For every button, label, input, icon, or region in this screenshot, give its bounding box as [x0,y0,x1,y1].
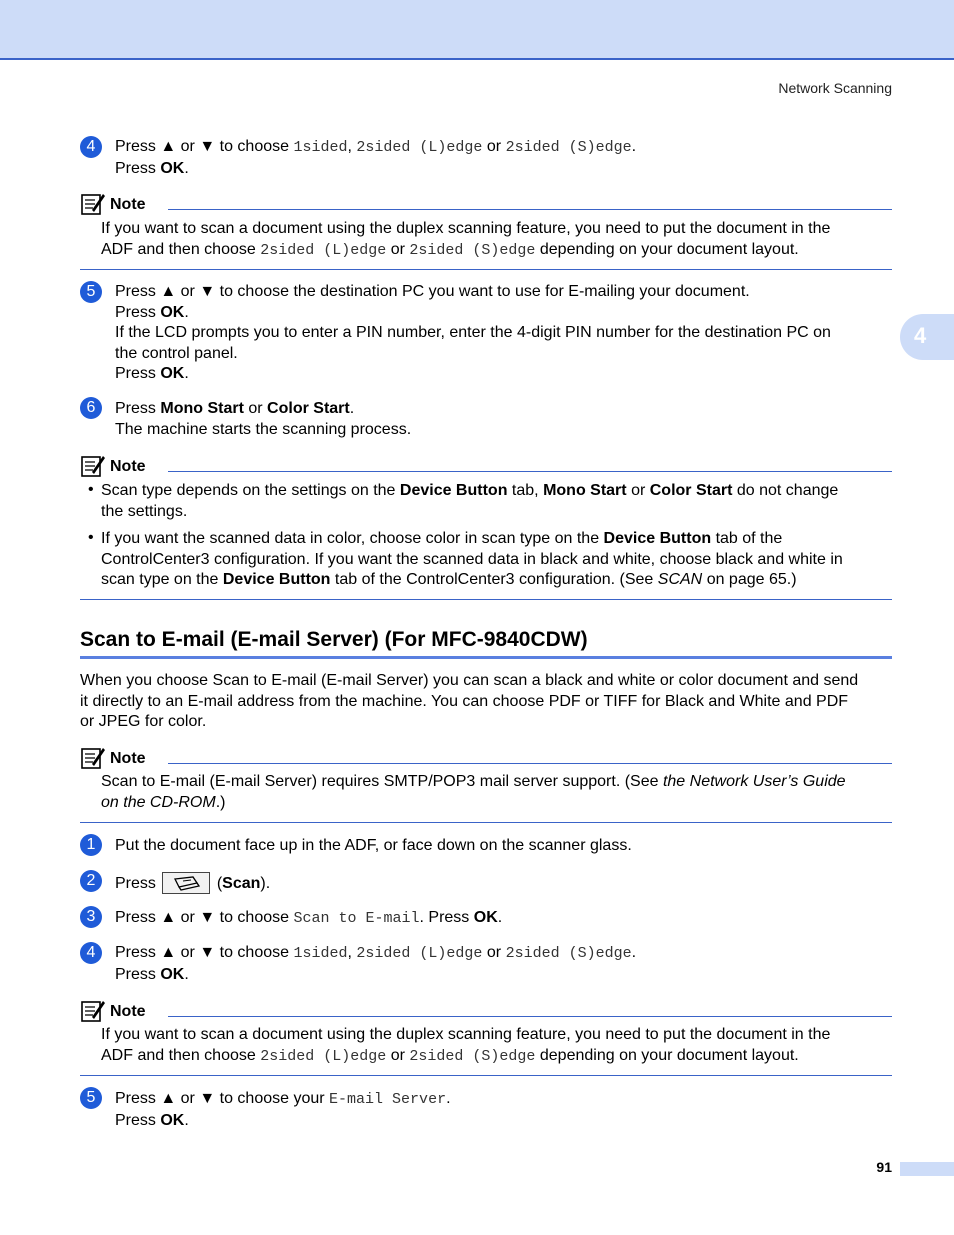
note-end-rule [80,599,892,600]
note-2-bullet-2: If you want the scanned data in color, choose color in scan type on the Device Button tab of the ControlCenter3 configuration. If you want the scanned data in black and white, choose black and white in scan type on the Device Button tab of the ControlCenter3 configuration. (See SCAN on page 65.) [101,530,843,588]
section-title: Scan to E-mail (E-mail Server) (For MFC-9840CDW) [80,628,588,651]
note-4-body: If you want to scan a document using the duplex scanning feature, you need to put the document in the ADF and then choose 2sided (L)edge or 2sided (S)edge depending on your document layout. [101,1026,831,1065]
step-4-text: Press ▲ or ▼ to choose 1sided, 2sided (L)edge or 2sided (S)edge. Press OK. [115,138,637,177]
down-arrow-icon: ▼ [199,283,216,300]
step-5b-text: Press ▲ or ▼ to choose your E-mail Server. Press OK. [115,1090,451,1129]
step-2-text: Press (Scan). [115,872,270,895]
up-arrow-icon: ▲ [160,909,177,926]
note-end-rule [80,822,892,823]
note-1-body: If you want to scan a document using the duplex scanning feature, you need to put the document in the ADF and then choose 2sided (L)edge or 2sided (S)edge depending on your document layout. [101,220,831,259]
chapter-tab [900,314,954,360]
step-4b-text: Press ▲ or ▼ to choose 1sided, 2sided (L)edge or 2sided (S)edge. Press OK. [115,944,637,983]
page-header-band [0,0,954,60]
down-arrow-icon: ▼ [199,1090,216,1107]
chapter-number: 4 [914,323,927,348]
step-5-text: Press ▲ or ▼ to choose the destination PC you want to use for E-mailing your document. Press OK. If the LCD prompts you to enter a PIN number, enter the 4-digit PIN number for the destination PC on the control panel. Press OK. [115,283,831,382]
step-number: 2 [80,870,102,892]
bullet-icon: • [88,529,94,546]
note-pencil-icon [80,999,106,1023]
step-number: 6 [80,397,102,419]
step-3-text: Press ▲ or ▼ to choose Scan to E-mail. Press OK. [115,909,503,927]
step-number: 5 [80,281,102,303]
note-pencil-icon [80,746,106,770]
note-3-body: Scan to E-mail (E-mail Server) requires SMTP/POP3 mail server support. (See the Network User’s Guide on the CD-ROM.) [101,773,846,811]
note-header: Note [80,999,892,1025]
section-intro: When you choose Scan to E-mail (E-mail Server) you can scan a black and white or color document and send it directly to an E-mail address from the machine. You can choose PDF or TIFF for Black and White and PDF or JPEG for color. [80,672,859,730]
page-tab [900,1162,954,1176]
note-header: Note [80,746,892,772]
note-header: Note [80,192,892,218]
page-number: 91 [876,1159,892,1175]
note-pencil-icon [80,454,106,478]
step-number: 1 [80,834,102,856]
step-6-text: Press Mono Start or Color Start. The machine starts the scanning process. [115,400,412,438]
up-arrow-icon: ▲ [160,138,177,155]
up-arrow-icon: ▲ [160,283,177,300]
bullet-icon: • [88,481,94,498]
down-arrow-icon: ▼ [199,138,216,155]
note-2-bullet-1: Scan type depends on the settings on the Device Button tab, Mono Start or Color Start do not change the settings. [101,482,839,520]
down-arrow-icon: ▼ [199,909,216,926]
note-pencil-icon [80,192,106,216]
step-number: 3 [80,906,102,928]
scan-icon [163,873,209,893]
note-end-rule [80,1075,892,1076]
running-header: Network Scanning [778,80,892,96]
down-arrow-icon: ▼ [199,944,216,961]
step-number: 4 [80,136,102,158]
note-header: Note [80,454,892,480]
step-number: 5 [80,1087,102,1109]
step-number: 4 [80,942,102,964]
up-arrow-icon: ▲ [160,944,177,961]
scan-button[interactable] [162,872,210,894]
step-1-text: Put the document face up in the ADF, or face down on the scanner glass. [115,837,632,854]
note-end-rule [80,269,892,270]
up-arrow-icon: ▲ [160,1090,177,1107]
section-rule [80,656,892,659]
